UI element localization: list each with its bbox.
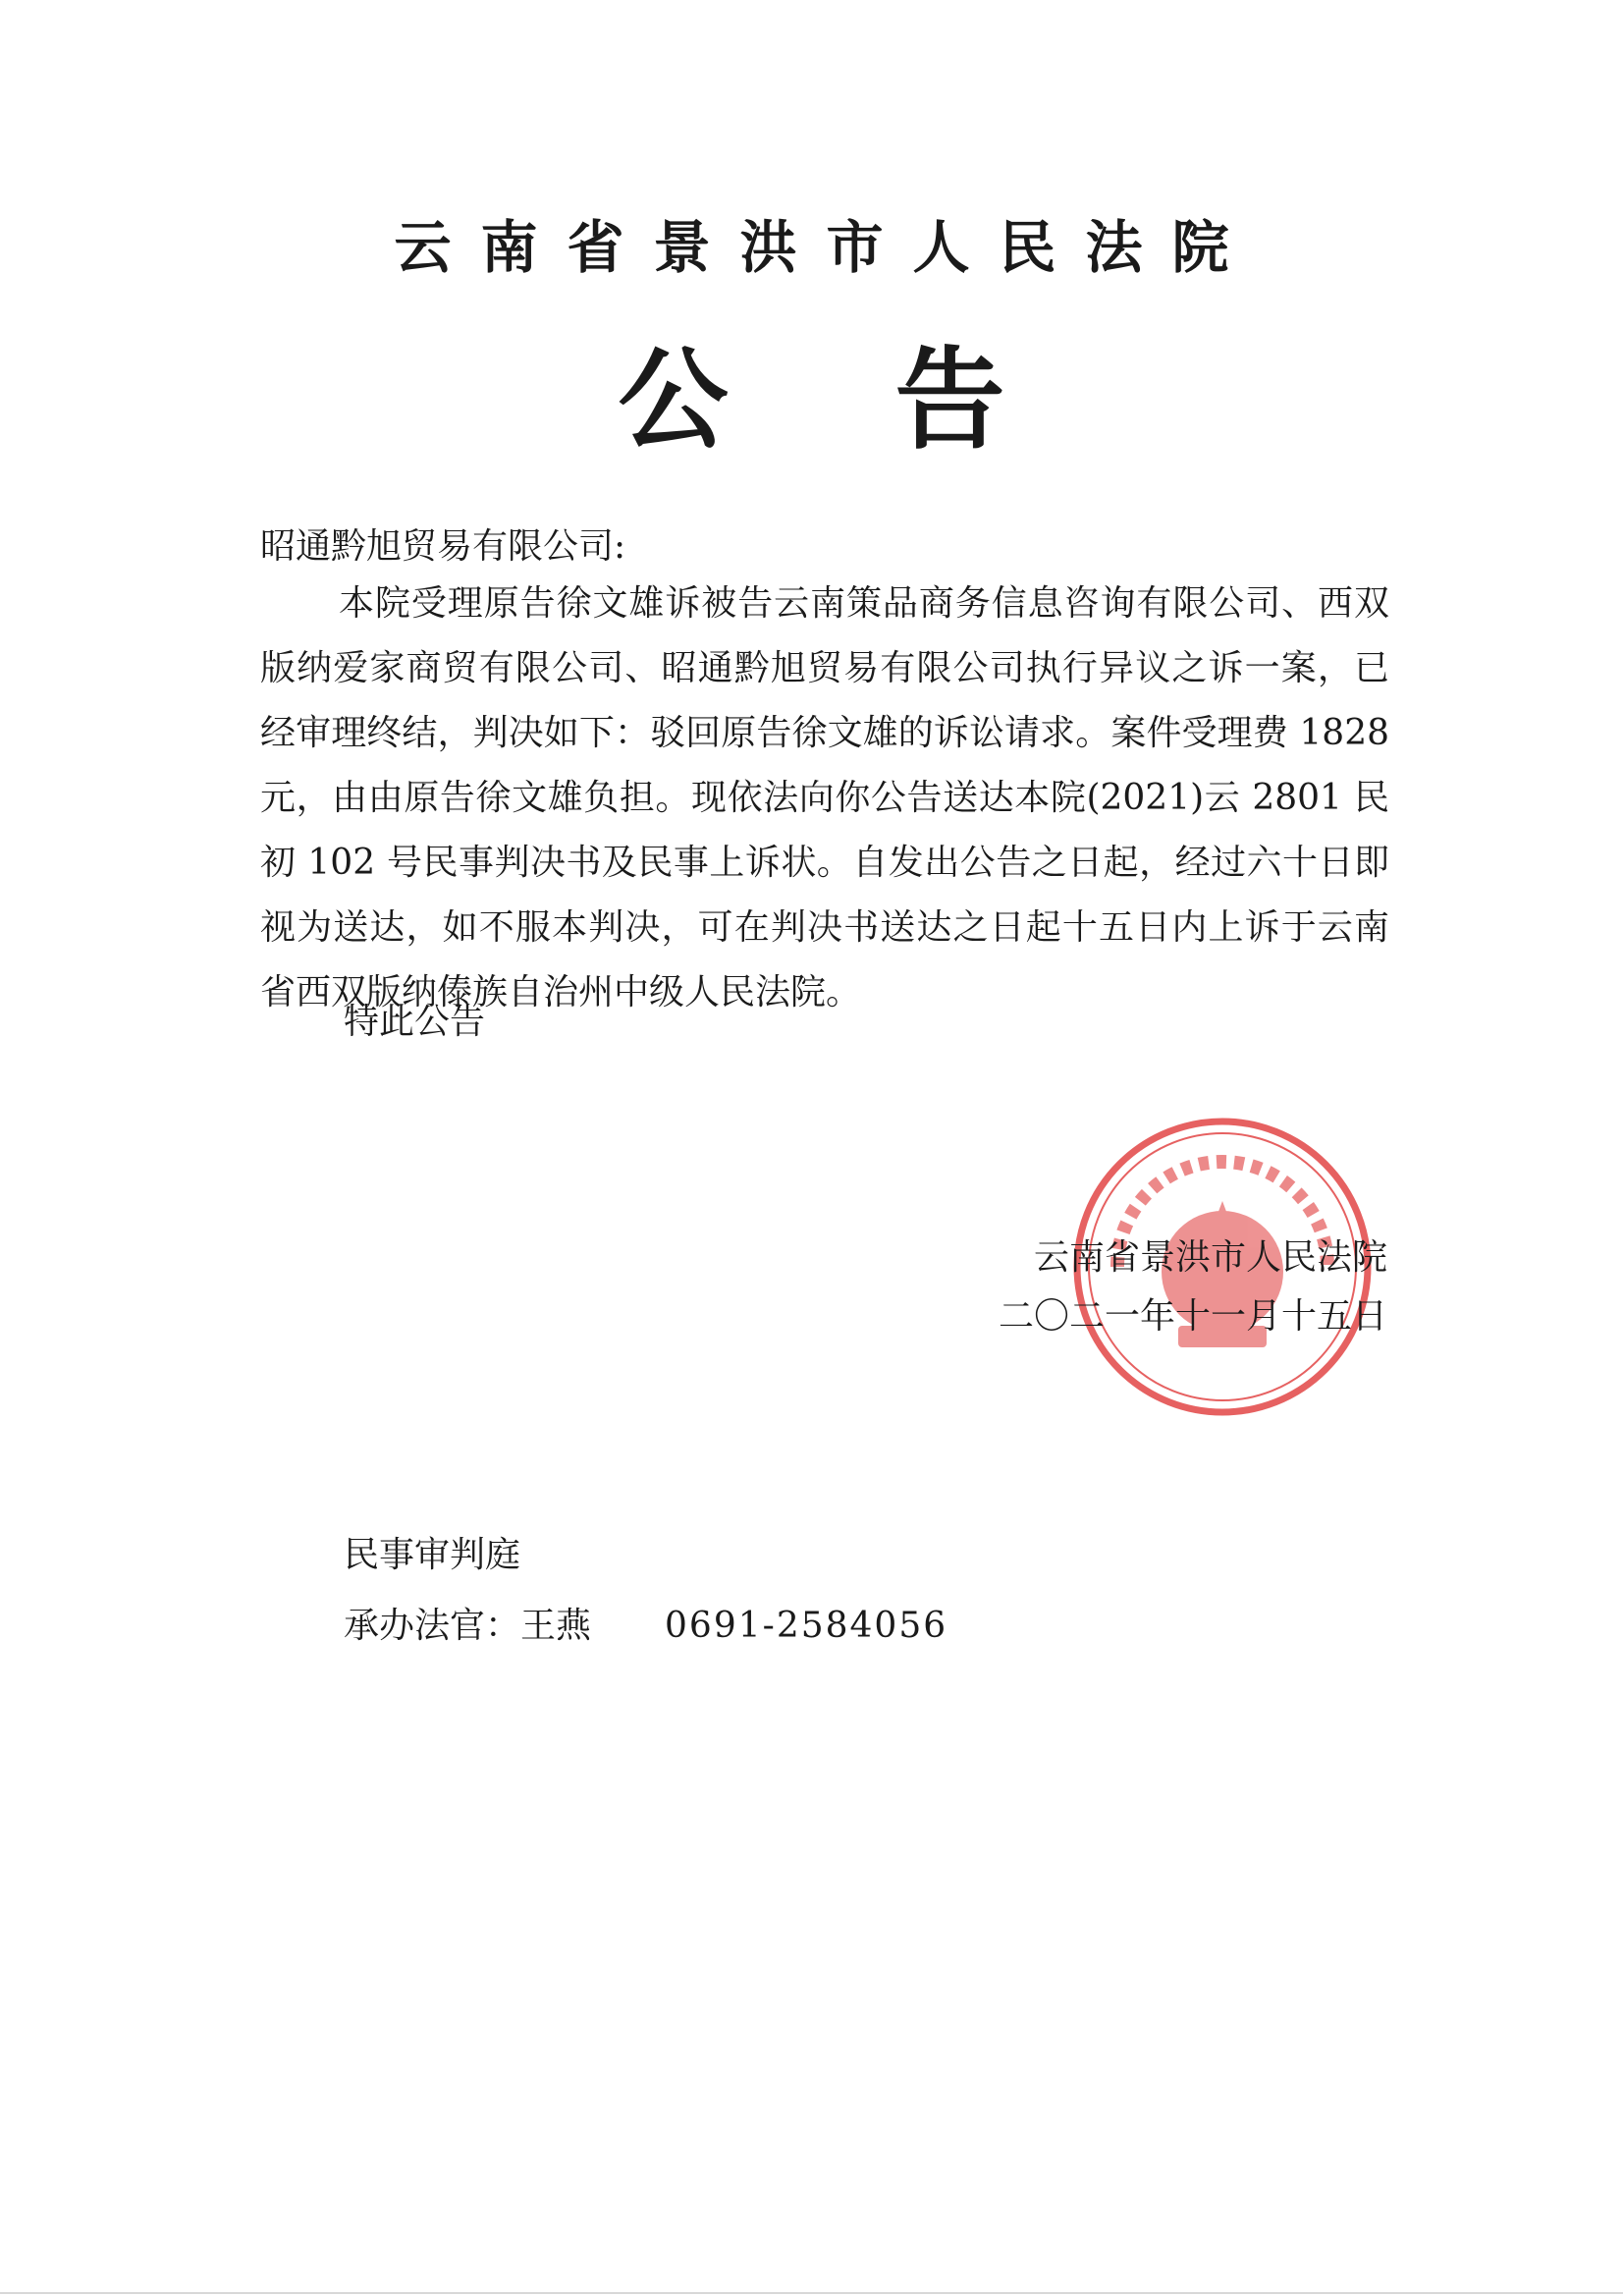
signature-court: 云南省景洪市人民法院 — [1033, 1237, 1387, 1278]
recipient-line: 昭通黔旭贸易有限公司: — [260, 526, 626, 567]
division-name: 民事审判庭 — [344, 1535, 521, 1575]
notice-body: 本院受理原告徐文雄诉被告云南策品商务信息咨询有限公司、西双版纳爱家商贸有限公司、昭通黔旭贸易有限公司执行异议之诉一案，已经审理终结，判决如下：驳回原告徐文雄的诉讼请求。案件受理费 1828 元，由由原告徐文雄负担。现依法向你公告送达本院(2021)云 2801 民初 102 号民事判决书及民事上诉状。自发出公告之日起，经过六十日即视为送达，如不服本判决，可在判决书送达之日起十五日内上诉于云南省西双版纳傣族自治州中级人民法院。 — [260, 583, 1389, 1012]
judge-contact-line — [344, 1598, 947, 1648]
closing-phrase: 特此公告 — [344, 1002, 486, 1042]
court-name-heading: 云南省景洪市人民法院 — [394, 214, 1259, 281]
judge-phone: 0691-2584056 — [665, 1606, 948, 1646]
signature-date: 二〇二一年十一月十五日 — [998, 1296, 1387, 1337]
scan-edge-line — [0, 2292, 1623, 2294]
document-title: 公告 — [618, 337, 1172, 465]
judge-label: 承办法官： — [344, 1606, 521, 1646]
judge-name: 王燕 — [520, 1606, 592, 1646]
